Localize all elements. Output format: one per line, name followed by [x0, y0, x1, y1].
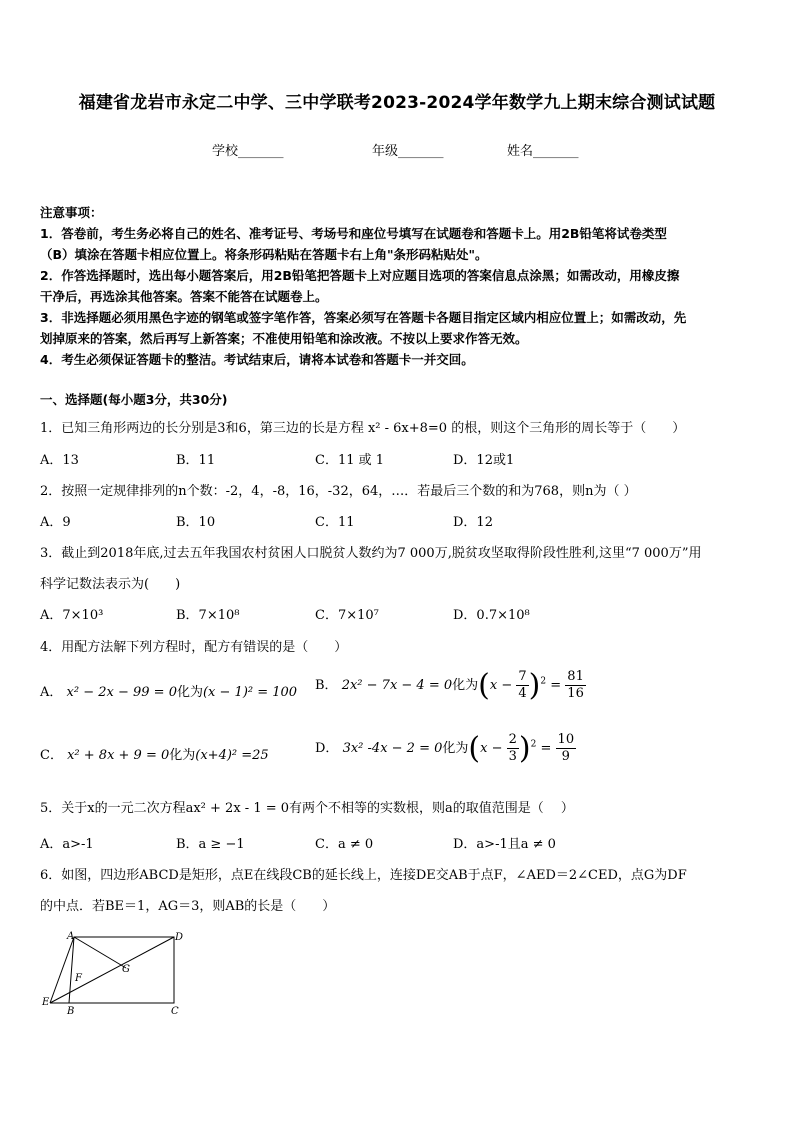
q4-option-c: C． x² + 8x + 9 = 0化为(x+4)² =25: [40, 748, 269, 763]
q5-option-d: D．a>-1且a ≠ 0: [453, 837, 556, 852]
q4-option-b: B． 2x² − 7x − 4 = 0化为(x − $\frac{7}{4}$ )$^2$ = $\frac{81}{16}$: [315, 668, 584, 703]
q4-option-d: D． 3x² -4x − 2 = 0化为(x − $\frac{2}{3}$ )$^2$ = $\frac{10}{9}$: [315, 731, 575, 766]
q4-c-equation: x² + 8x + 9 = 0: [67, 748, 170, 763]
note-line: （B）填涂在答题卡相应位置上。将条形码粘贴在答题卡右上角"条形码粘贴处"。: [40, 247, 488, 262]
note-line: 1．答卷前，考生务必将自己的姓名、准考证号、考场号和座位号填写在试题卷和答题卡上。用2B铅笔将试卷类型: [40, 226, 667, 241]
label-a: A: [67, 931, 75, 942]
q2-option-d: D．12: [453, 515, 493, 530]
school-field: 学校_______: [212, 144, 284, 159]
q4-c-result: (x+4)² =25: [195, 748, 269, 763]
q5-option-b: B．a ≥ −1: [176, 837, 245, 852]
q1-option-b: B．11: [176, 453, 216, 468]
q2-option-b: B．10: [176, 515, 216, 530]
line-de: [50, 937, 174, 1003]
q1-option-a: A．13: [40, 453, 79, 468]
q4-d-equation: 3x² -4x − 2 = 0: [342, 741, 443, 756]
question-6-stem-line1: 6．如图，四边形ABCD是矩形，点E在线段CB的延长线上，连接DE交AB于点F，∠AED＝2∠CED，点G为DF: [40, 868, 687, 883]
q2-option-a: A．9: [40, 515, 71, 530]
note-line: 3．非选择题必须用黑色字迹的钢笔或签字笔作答，答案必须写在答题卡各题目指定区域内相应位置上；如需改动，先: [40, 310, 687, 325]
question-3-stem-line1: 3．截止到2018年底,过去五年我国农村贫困人口脱贫人数约为7 000万,脱贫攻坚取得阶段性胜利,这里“7 000万”用: [40, 546, 702, 561]
line-ea: [50, 937, 74, 1003]
rectangle-figure: [38, 928, 188, 1018]
q4-option-a: A． x² − 2x − 99 = 0化为(x − 1)² = 100: [40, 685, 298, 700]
name-field: 姓名_______: [507, 144, 579, 159]
label-b: B: [67, 1006, 75, 1017]
q4-a-result: (x − 1)² = 100: [202, 685, 298, 700]
question-6-stem-line2: 的中点．若BE＝1，AG＝3，则AB的长是（ ）: [40, 899, 336, 914]
q1-option-d: D．12或1: [453, 453, 515, 468]
note-line: 划掉原来的答案，然后再写上新答案；不准使用铅笔和涂改液。不按以上要求作答无效。: [40, 331, 528, 346]
line-ag: [74, 937, 126, 968]
note-line: 4．考生必须保证答题卡的整洁。考试结束后，请将本试卷和答题卡一并交回。: [40, 352, 474, 367]
label-g: G: [122, 964, 130, 975]
q2-option-c: C．11: [315, 515, 355, 530]
note-line: 干净后，再选涂其他答案。答案不能答在试题卷上。: [40, 289, 328, 304]
grade-field: 年级_______: [372, 144, 444, 159]
q3-option-d: D．0.7×10⁸: [453, 608, 530, 623]
question-3-stem-line2: 科学记数法表示为( ): [40, 577, 181, 592]
q3-option-b: B．7×10⁸: [176, 608, 240, 623]
label-e: E: [42, 997, 50, 1008]
q5-option-a: A．a>-1: [40, 837, 94, 852]
question-5-stem: 5．关于x的一元二次方程ax² + 2x - 1 = 0有两个不相等的实数根，则a的取值范围是（ ）: [40, 801, 574, 816]
label-d: D: [175, 932, 184, 943]
label-c: C: [171, 1006, 179, 1017]
note-line: 2．作答选择题时，选出每小题答案后，用2B铅笔把答题卡上对应题目选项的答案信息点涂黑；如需改动，用橡皮擦: [40, 268, 680, 283]
q5-option-c: C．a ≠ 0: [315, 837, 374, 852]
section-heading: 一、选择题(每小题3分，共30分): [40, 392, 228, 407]
notes-heading: 注意事项：: [40, 205, 103, 220]
q3-option-c: C．7×10⁷: [315, 608, 379, 623]
page-title: 福建省龙岩市永定二中学、三中学联考2023-2024学年数学九上期末综合测试试题: [78, 93, 716, 113]
question-1-stem: 1．已知三角形两边的长分别是3和6，第三边的长是方程 x² - 6x+8=0 的根，则这个三角形的周长等于（ ）: [40, 421, 686, 436]
question-4-stem: 4．用配方法解下列方程时，配方有错误的是（ ）: [40, 640, 348, 655]
q1-option-c: C．11 或 1: [315, 453, 385, 468]
q3-option-a: A．7×10³: [40, 608, 104, 623]
q4-a-equation: x² − 2x − 99 = 0: [66, 685, 177, 700]
label-f: F: [75, 973, 82, 984]
question-2-stem: 2．按照一定规律排列的n个数：-2，4，-8，16，-32，64，…．若最后三个数的和为768，则n为（ ）: [40, 484, 637, 499]
q4-b-equation: 2x² − 7x − 4 = 0: [341, 678, 453, 693]
